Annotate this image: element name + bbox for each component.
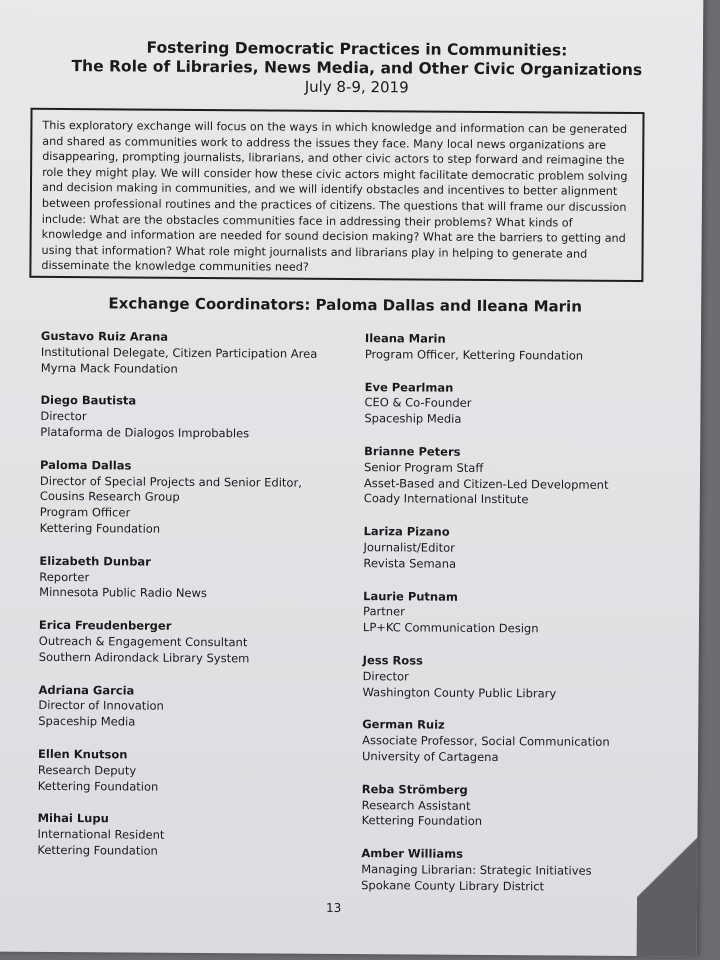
participant-name: Mihai Lupu	[37, 811, 109, 826]
participant-detail: Minnesota Public Radio News	[39, 585, 207, 601]
participant-detail: Southern Adirondack Library System	[38, 649, 250, 666]
participant-name: Gustavo Ruiz Arana	[40, 328, 169, 344]
participant-name: Brianne Peters	[364, 444, 461, 459]
participant-entry	[364, 444, 664, 509]
participant-detail: Director of Special Projects and Senior Editor,	[39, 473, 302, 490]
participant-entry	[362, 653, 662, 702]
participant-entry	[40, 458, 341, 539]
participant-detail: Plataforma de Dialogos Improbables	[40, 424, 250, 441]
participant-name: Ellen Knutson	[37, 746, 128, 762]
participant-detail: Cousins Research Group	[39, 489, 180, 505]
title-line-2: The Role of Libraries, News Media, and Other Civic Organizations	[71, 57, 643, 80]
participant-detail: University of Cartagena	[361, 749, 499, 765]
title-line-1: Fostering Democratic Practices in Communities:	[146, 38, 568, 60]
participant-detail: Institutional Delegate, Citizen Participation Area	[40, 344, 318, 361]
participant-detail: Program Officer, Kettering Foundation	[364, 346, 584, 363]
participant-entry	[39, 618, 339, 667]
participant-entry	[41, 329, 341, 378]
participant-entry	[363, 589, 663, 638]
participant-entry	[39, 554, 339, 603]
participant-detail: Director of Innovation	[38, 698, 164, 714]
participant-name: Erica Freudenberger	[38, 618, 172, 633]
participant-detail: LP+KC Communication Design	[362, 620, 539, 636]
participant-detail: Program Officer	[39, 505, 131, 520]
title-block	[57, 38, 657, 99]
participant-name: German Ruiz	[362, 717, 445, 733]
participant-entry	[365, 331, 665, 365]
page-curl	[637, 816, 698, 956]
participant-name: Diego Bautista	[40, 393, 137, 408]
participant-detail: Director	[362, 668, 409, 684]
participant-name: Elizabeth Dunbar	[39, 553, 151, 569]
participants-right-column	[361, 331, 665, 913]
participant-detail: Spokane County Library District	[361, 877, 545, 894]
participant-entry	[40, 393, 340, 442]
participant-detail: Reporter	[39, 569, 90, 584]
participant-detail: Myrna Mack Foundation	[40, 360, 178, 376]
participant-detail: Outreach & Engagement Consultant	[38, 633, 248, 650]
participant-name: Reba Strömberg	[361, 781, 468, 797]
participant-name: Ileana Marin	[364, 331, 446, 346]
participant-name: Eve Pearlman	[364, 379, 454, 395]
participant-name: Lariza Pizano	[363, 524, 450, 539]
participant-entry	[38, 747, 338, 796]
participant-entry	[363, 524, 663, 573]
page-number: 13	[325, 900, 342, 915]
participant-detail: Research Deputy	[37, 762, 137, 778]
participant-detail: Senior Program Staff	[364, 459, 484, 475]
participant-entry	[361, 846, 661, 895]
abstract-box: This exploratory exchange will focus on the ways in which knowledge and information can be generated and shared as communities work to address the issues they face. Many local news organizations are disappearing, prompting journalists, librarians, and other civic actors to step forward and reimagine the role they might play. We will consider how these civic actors might facilitate democratic problem solving and decision making in communities, and we will identify obstacles and incentives to better alignment between professional routines and the practices of citizens. The questions that will frame our discussion include: What are the obstacles communities face in addressing their problems? What kinds of knowledge and information are needed for sound decision making? What are the barriers to getting and using that information? What role might journalists and librarians play in helping to generate and disseminate the knowledge communities need?	[29, 108, 644, 282]
participant-detail: Revista Semana	[363, 555, 457, 571]
participant-detail: Kettering Foundation	[37, 842, 158, 858]
participant-detail: Kettering Foundation	[37, 778, 159, 794]
participant-detail: Managing Librarian: Strategic Initiatives	[361, 862, 592, 878]
participant-detail: Washington County Public Library	[362, 684, 557, 701]
participant-detail: Partner	[362, 604, 405, 619]
participant-detail: Director	[40, 409, 87, 424]
participant-name: Amber Williams	[361, 846, 464, 861]
participant-entry	[364, 380, 664, 429]
participant-detail: Coady International Institute	[363, 491, 529, 507]
participant-detail: Associate Professor, Social Communication	[362, 733, 610, 749]
participant-name: Jess Ross	[362, 653, 423, 668]
participant-name: Laurie Putnam	[363, 588, 458, 604]
participant-entry	[38, 682, 338, 731]
participant-entry	[362, 717, 662, 766]
participant-detail: Research Assistant	[361, 797, 471, 813]
event-date: July 8-9, 2019	[304, 77, 409, 97]
participants-left-column	[37, 329, 341, 878]
participant-detail: Spaceship Media	[38, 713, 136, 729]
participant-detail: Spaceship Media	[364, 411, 462, 426]
participant-detail: Kettering Foundation	[361, 813, 483, 829]
participant-name: Paloma Dallas	[40, 457, 132, 473]
participant-detail: International Resident	[37, 826, 165, 842]
participant-entry	[362, 782, 662, 831]
participant-detail: Journalist/Editor	[363, 540, 455, 555]
coordinators-heading: Exchange Coordinators: Paloma Dallas and Ileana Marin	[108, 294, 582, 316]
participant-detail: Asset-Based and Citizen-Led Development	[363, 475, 609, 492]
participant-name: Adriana Garcia	[38, 682, 135, 698]
participant-detail: CEO & Co-Founder	[364, 395, 472, 411]
participant-detail: Kettering Foundation	[39, 520, 161, 536]
participant-entry	[37, 811, 337, 860]
